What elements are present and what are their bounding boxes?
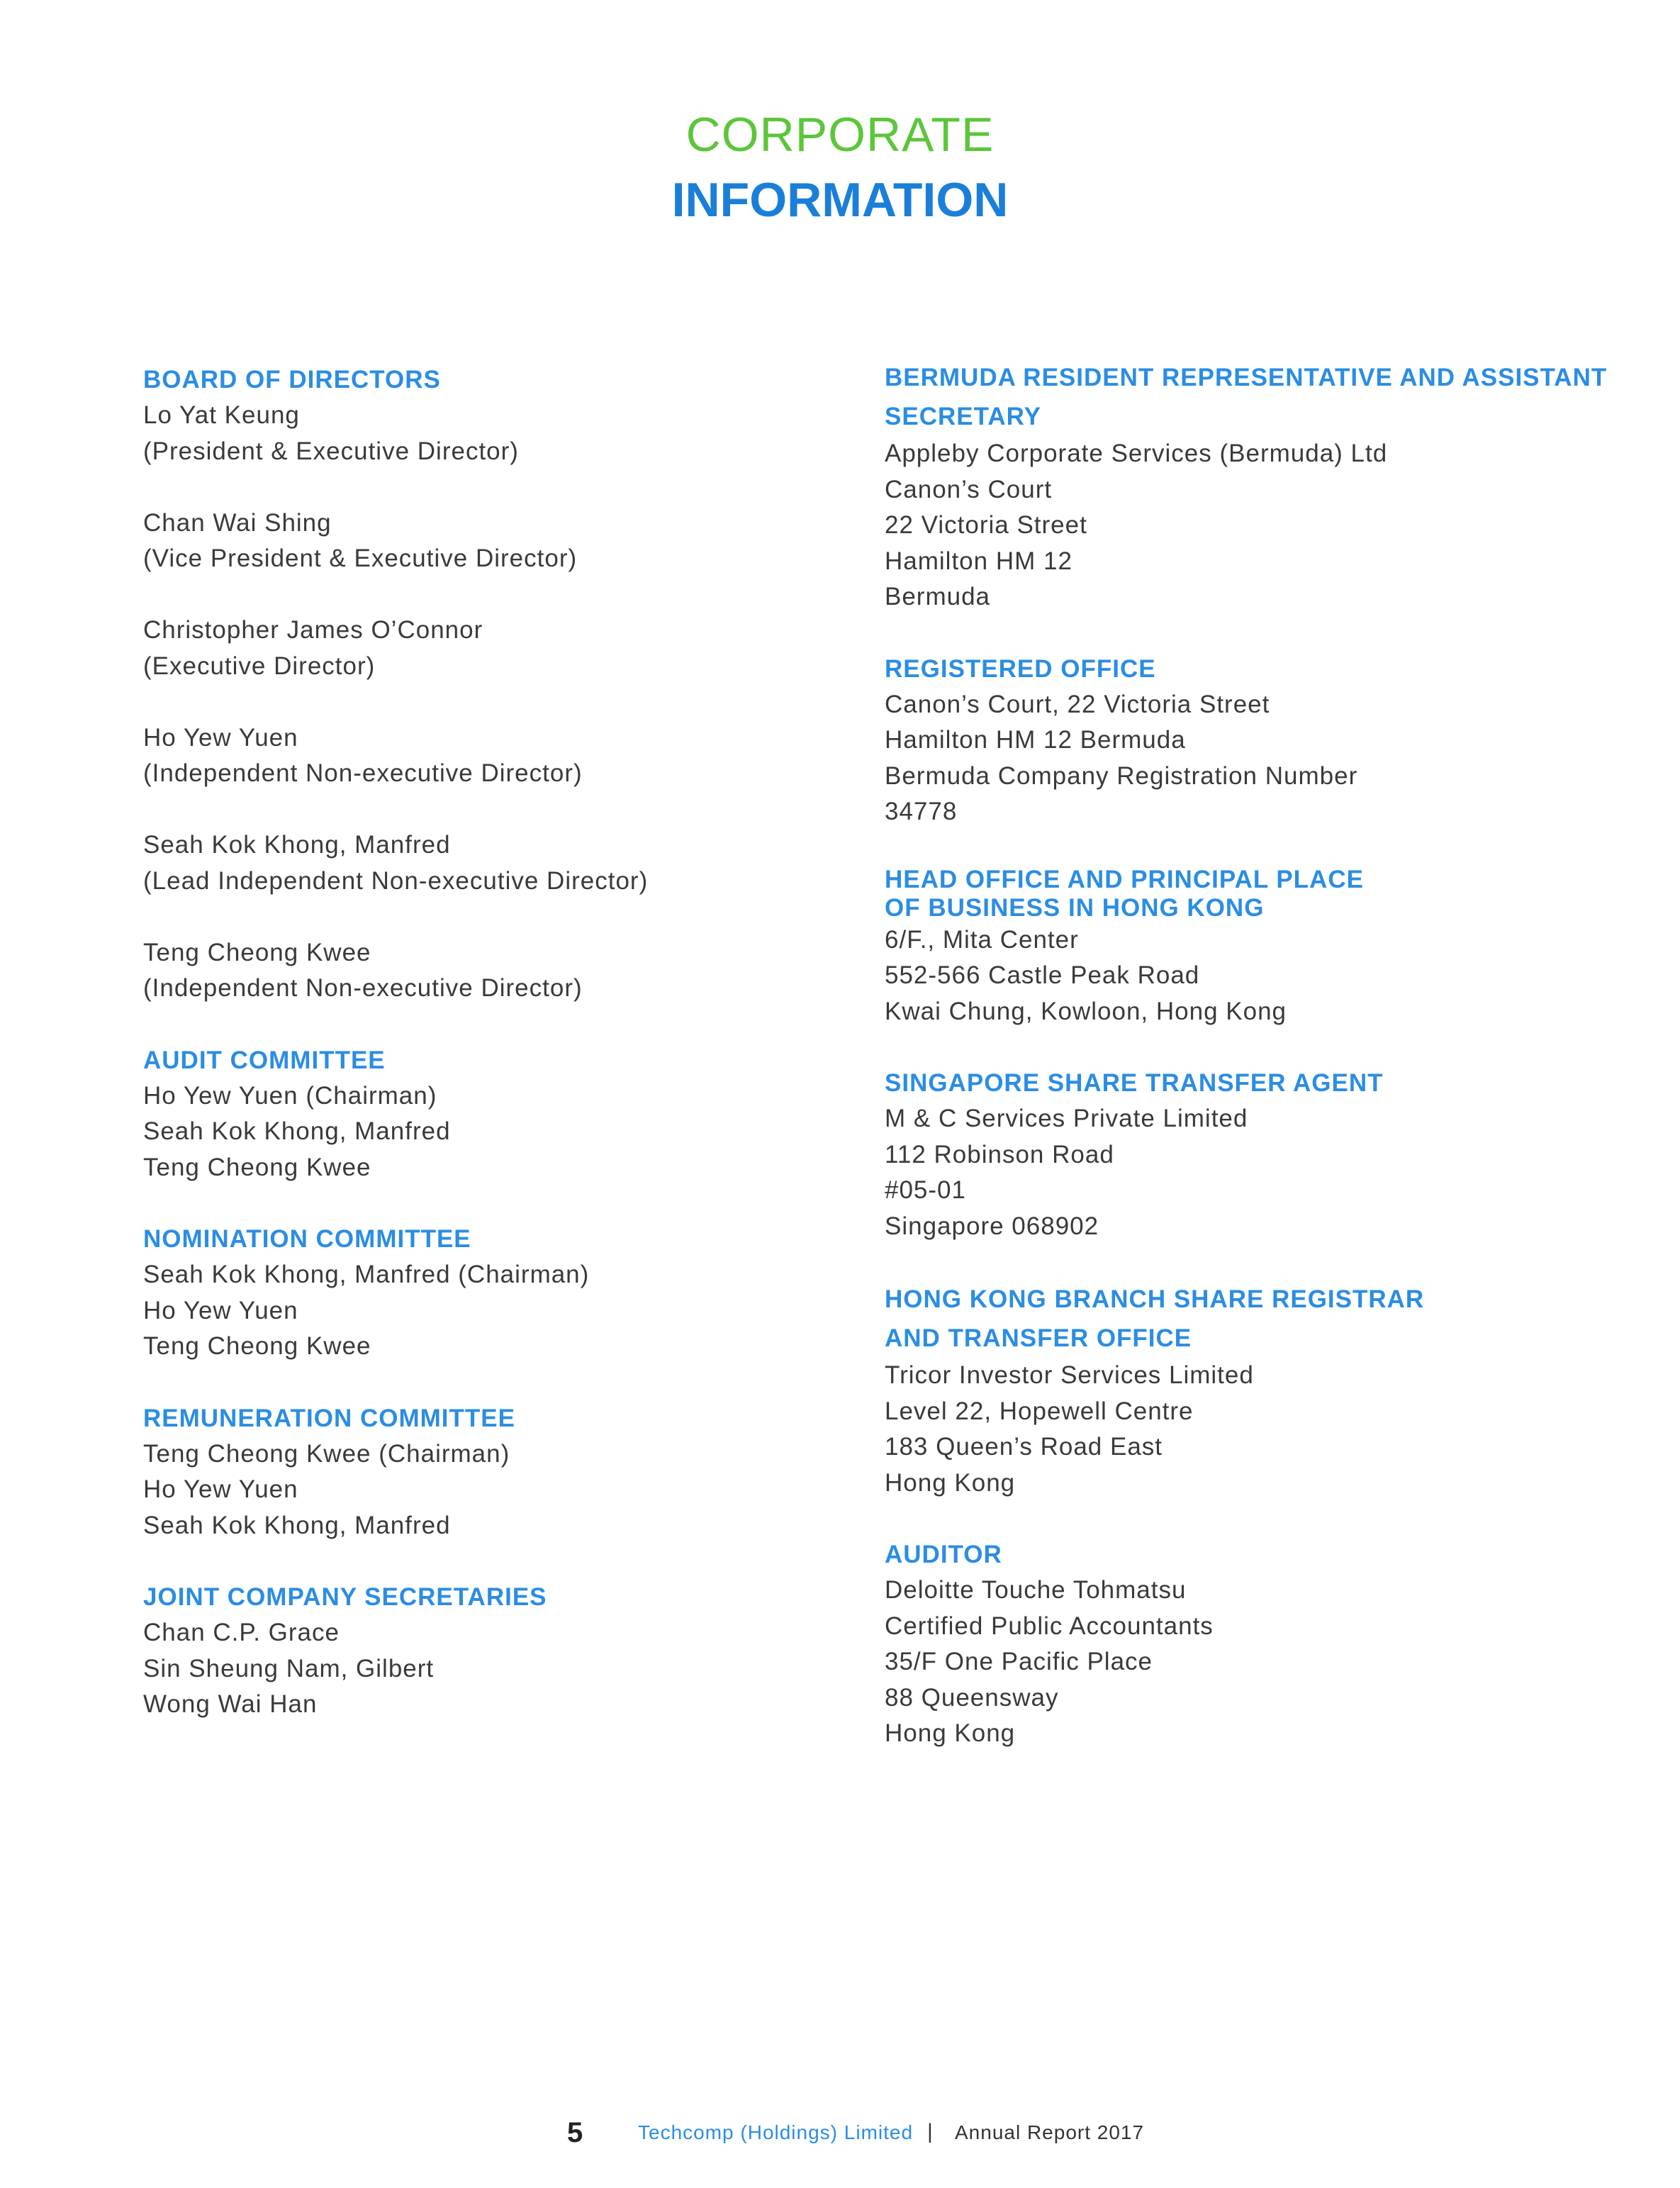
- list-item: Ho Yew Yuen: [143, 1475, 298, 1503]
- section-heading: HEAD OFFICE AND PRINCIPAL PLACE: [885, 865, 1364, 893]
- director-role: (President & Executive Director): [143, 437, 519, 465]
- section-heading: SECRETARY: [885, 403, 1041, 430]
- section-heading: REGISTERED OFFICE: [885, 654, 1156, 683]
- director-name: Teng Cheong Kwee: [143, 938, 371, 966]
- registered-office-section: [885, 651, 1608, 830]
- section-heading: AND TRANSFER OFFICE: [885, 1324, 1192, 1352]
- director-name: Lo Yat Keung: [143, 401, 300, 429]
- list-item: Ho Yew Yuen: [143, 1296, 298, 1324]
- page-title-line2: INFORMATION: [671, 173, 1009, 227]
- director-role: (Executive Director): [143, 652, 376, 680]
- director-role: (Lead Independent Non-executive Director): [143, 866, 649, 895]
- list-item: Chan C.P. Grace: [143, 1619, 340, 1646]
- section-heading: AUDITOR: [885, 1541, 1002, 1568]
- list-item: 88 Queensway: [885, 1683, 1059, 1712]
- page-number: 5: [567, 2117, 583, 2148]
- list-item: Hong Kong: [885, 1719, 1016, 1747]
- section-heading: OF BUSINESS IN HONG KONG: [885, 893, 1265, 922]
- section-heading: NOMINATION COMMITTEE: [143, 1225, 471, 1253]
- list-item: Sin Sheung Nam, Gilbert: [143, 1654, 435, 1682]
- section-heading: JOINT COMPANY SECRETARIES: [143, 1583, 547, 1611]
- director-role: (Independent Non-executive Director): [143, 974, 583, 1002]
- list-item: Teng Cheong Kwee: [143, 1332, 371, 1360]
- list-item: 6/F., Mita Center: [885, 925, 1079, 954]
- page-footer: [0, 2113, 1680, 2155]
- list-item: Certified Public Accountants: [885, 1612, 1214, 1640]
- left-column: [143, 362, 866, 1758]
- list-item: Seah Kok Khong, Manfred: [143, 1511, 451, 1539]
- section-heading: HONG KONG BRANCH SHARE REGISTRAR: [885, 1285, 1425, 1313]
- audit-committee-section: [143, 1042, 866, 1186]
- director-name: Seah Kok Khong, Manfred: [143, 831, 451, 859]
- list-item: Canon’s Court, 22 Victoria Street: [885, 690, 1270, 718]
- auditor-section: [885, 1536, 1608, 1752]
- list-item: 22 Victoria Street: [885, 511, 1087, 539]
- director-name: Chan Wai Shing: [143, 508, 332, 537]
- list-item: Teng Cheong Kwee (Chairman): [143, 1439, 510, 1468]
- list-item: Ho Yew Yuen (Chairman): [143, 1081, 437, 1110]
- board-of-directors-section: [143, 362, 866, 1007]
- remuneration-committee-section: [143, 1400, 866, 1544]
- section-heading: BERMUDA RESIDENT REPRESENTATIVE AND ASSISTANT: [885, 364, 1608, 391]
- list-item: Singapore 068902: [885, 1212, 1099, 1240]
- list-item: Bermuda: [885, 583, 991, 610]
- list-item: Deloitte Touche Tohmatsu: [885, 1576, 1187, 1604]
- list-item: Seah Kok Khong, Manfred: [143, 1117, 451, 1145]
- list-item: Appleby Corporate Services (Bermuda) Ltd: [885, 440, 1388, 467]
- head-office-section: [885, 866, 1608, 1030]
- hk-share-registrar-section: [885, 1280, 1608, 1501]
- bermuda-representative-section: [885, 358, 1608, 615]
- list-item: 183 Queen’s Road East: [885, 1433, 1163, 1461]
- director-name: Ho Yew Yuen: [143, 723, 298, 752]
- list-item: Seah Kok Khong, Manfred (Chairman): [143, 1261, 590, 1288]
- list-item: Hamilton HM 12: [885, 547, 1073, 575]
- list-item: 552-566 Castle Peak Road: [885, 961, 1200, 989]
- director-role: (Vice President & Executive Director): [143, 545, 578, 572]
- list-item: #05-01: [885, 1176, 966, 1204]
- list-item: Kwai Chung, Kowloon, Hong Kong: [885, 997, 1287, 1025]
- page-title-line1: CORPORATE: [685, 108, 995, 162]
- list-item: Canon’s Court: [885, 475, 1053, 503]
- nomination-committee-section: [143, 1221, 866, 1365]
- singapore-transfer-agent-section: [885, 1065, 1608, 1244]
- list-item: M & C Services Private Limited: [885, 1105, 1248, 1132]
- list-item: Hong Kong: [885, 1468, 1016, 1497]
- footer-report-title: Annual Report 2017: [955, 2121, 1145, 2143]
- director-role: (Independent Non-executive Director): [143, 759, 583, 787]
- section-heading: BOARD OF DIRECTORS: [143, 366, 441, 393]
- list-item: Bermuda Company Registration Number: [885, 761, 1358, 790]
- list-item: 112 Robinson Road: [885, 1140, 1114, 1168]
- list-item: Hamilton HM 12 Bermuda: [885, 726, 1186, 754]
- section-heading: AUDIT COMMITTEE: [143, 1046, 386, 1074]
- footer-separator: |: [927, 2120, 933, 2143]
- list-item: Tricor Investor Services Limited: [885, 1361, 1254, 1389]
- list-item: Teng Cheong Kwee: [143, 1153, 371, 1181]
- list-item: Wong Wai Han: [143, 1690, 318, 1718]
- right-column: [885, 358, 1608, 1787]
- section-heading: SINGAPORE SHARE TRANSFER AGENT: [885, 1069, 1384, 1097]
- list-item: 34778: [885, 798, 958, 825]
- director-name: Christopher James O’Connor: [143, 616, 483, 644]
- list-item: 35/F One Pacific Place: [885, 1648, 1153, 1675]
- section-heading: REMUNERATION COMMITTEE: [143, 1404, 515, 1432]
- list-item: Level 22, Hopewell Centre: [885, 1397, 1194, 1425]
- footer-company-name: Techcomp (Holdings) Limited: [638, 2121, 914, 2143]
- joint-company-secretaries-section: [143, 1579, 866, 1723]
